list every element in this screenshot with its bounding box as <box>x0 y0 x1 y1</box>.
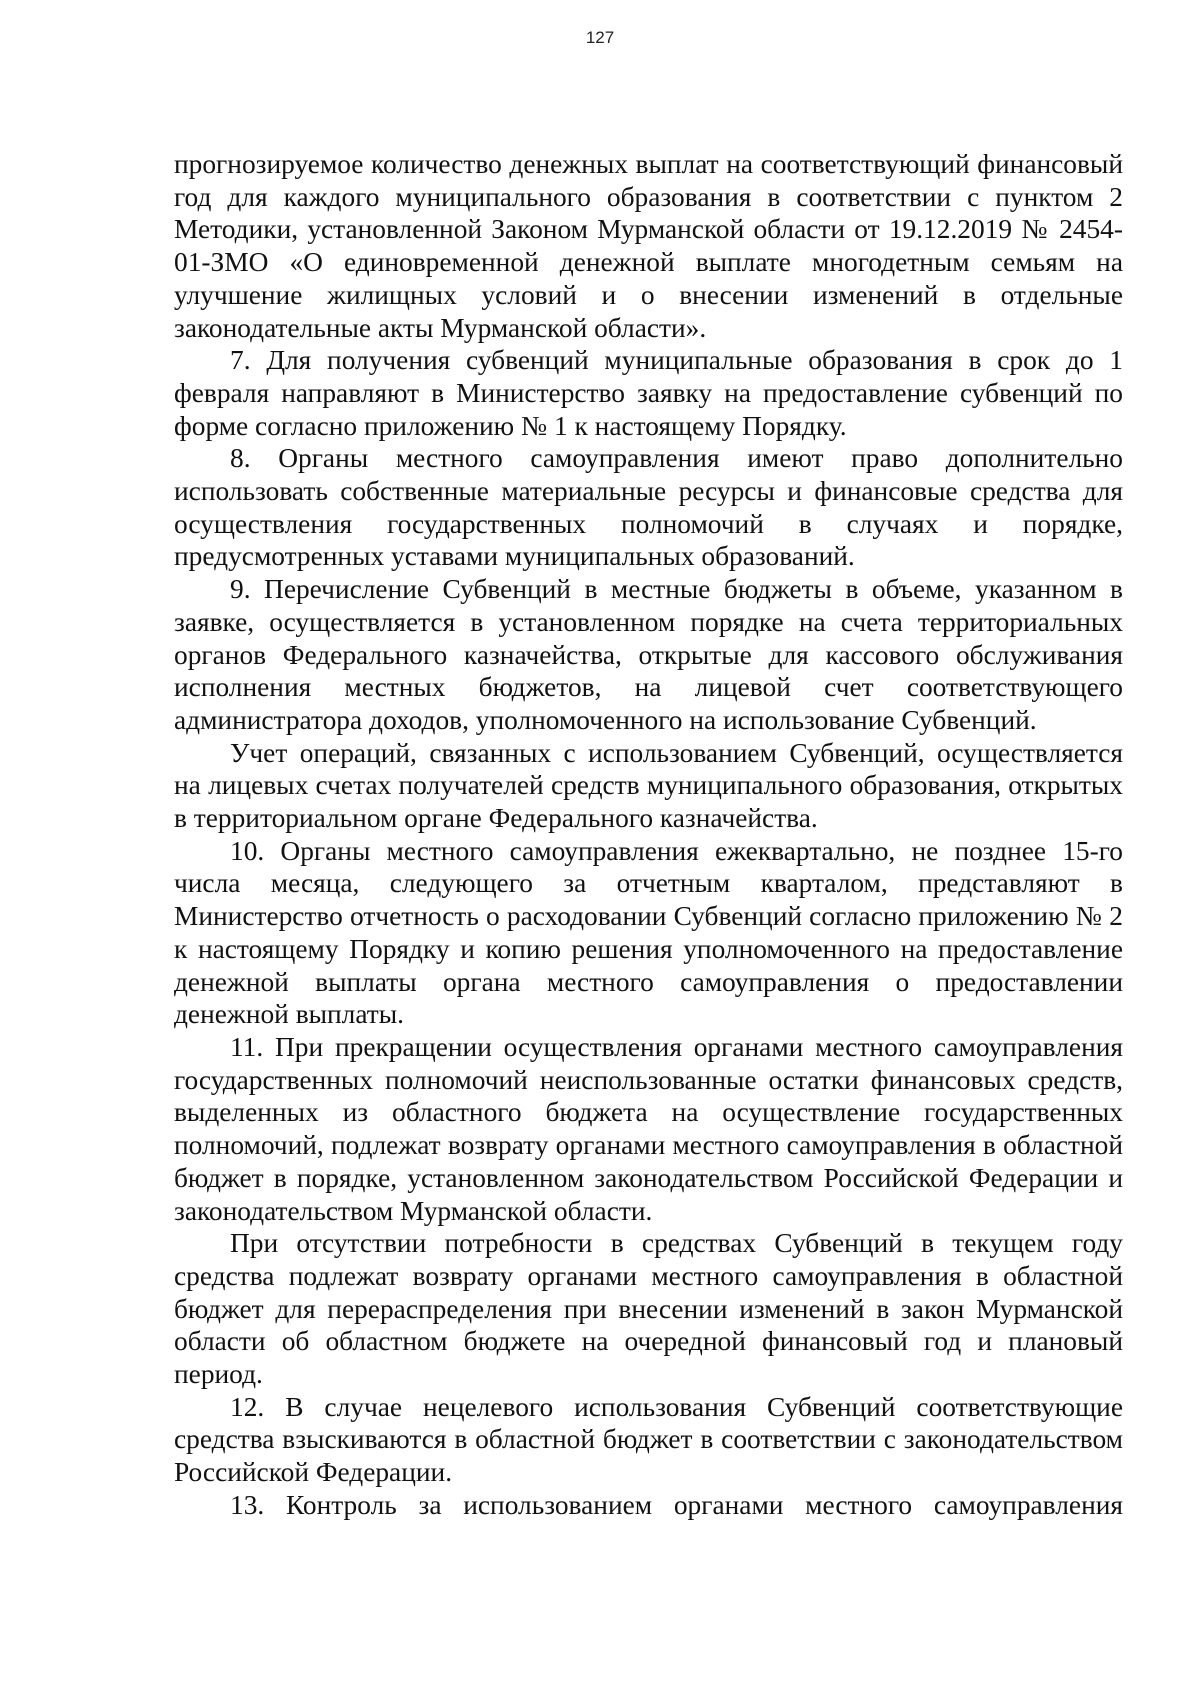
paragraph-item-9-accounting: Учет операций, связанных с использованием Субвенций, осуществляется на лицевых счетах получателей средств муниципального образования, открытых в территориальном органе Федерального казначейства. <box>174 737 1123 834</box>
paragraph-item-9: 9. Перечисление Субвенций в местные бюджеты в объеме, указанном в заявке, осуществляется в установленном порядке на счета территориальных органов Федерального казначейства, открытые для кассового обслуживания исполнения местных бюджетов, на лицевой счет соответствующего администратора доходов, уполномоченного на использование Субвенций. <box>174 574 1123 735</box>
paragraph-item-8: 8. Органы местного самоуправления имеют право дополнительно использовать собственные материальные ресурсы и финансовые средства для осуществления государственных полномочий в случаях и порядке, предусмотренных уставами муниципальных образований. <box>174 443 1123 572</box>
paragraph-item-7: 7. Для получения субвенций муниципальные образования в срок до 1 февраля направляют в Министерство заявку на предоставление субвенций по форме согласно приложению № 1 к настоящему Порядку. <box>174 345 1123 441</box>
paragraph-item-11: 11. При прекращении осуществления органами местного самоуправления государственных полномочий неиспользованные остатки финансовых средств, выделенных из областного бюджета на осуществление государственных полномочий, подлежат возврату органами местного самоуправления в областной бюджет в порядке, установленном законодательством Российской Федерации и законодательством Мурманской области. <box>174 1031 1123 1226</box>
paragraph-item-12: 12. В случае нецелевого использования Субвенций соответствующие средства взыскиваются в областной бюджет в соответствии с законодательством Российской Федерации. <box>174 1391 1123 1488</box>
page-number: 127 <box>585 28 615 47</box>
paragraph-item-13: 13. Контроль за использованием органами местного самоуправления <box>230 1489 1123 1520</box>
document-body <box>174 148 1123 1522</box>
paragraph-item-11-return: При отсутствии потребности в средствах Субвенций в текущем году средства подлежат возврату органами местного самоуправления в областной бюджет для перераспределения при внесении изменений в закон Мурманской области об областном бюджете на очередной финансовый год и плановый период. <box>174 1228 1123 1390</box>
paragraph-item-10: 10. Органы местного самоуправления ежеквартально, не позднее 15-го числа месяца, следующего за отчетным кварталом, представляют в Министерство отчетность о расходовании Субвенций согласно приложению № 2 к настоящему Порядку и копию решения уполномоченного на предоставление денежной выплаты органа местного самоуправления о предоставлении денежной выплаты. <box>174 835 1123 1030</box>
paragraph-intro-continuation: прогнозируемое количество денежных выплат на соответствующий финансовый год для каждого муниципального образования в соответствии с пунктом 2 Методики, установленной Законом Мурманской области от 19.12.2019 № 2454-01-ЗМО «О единовременной денежной выплате многодетным семьям на улучшение жилищных условий и о внесении изменений в отдельные законодательные акты Мурманской области». <box>174 149 1123 343</box>
